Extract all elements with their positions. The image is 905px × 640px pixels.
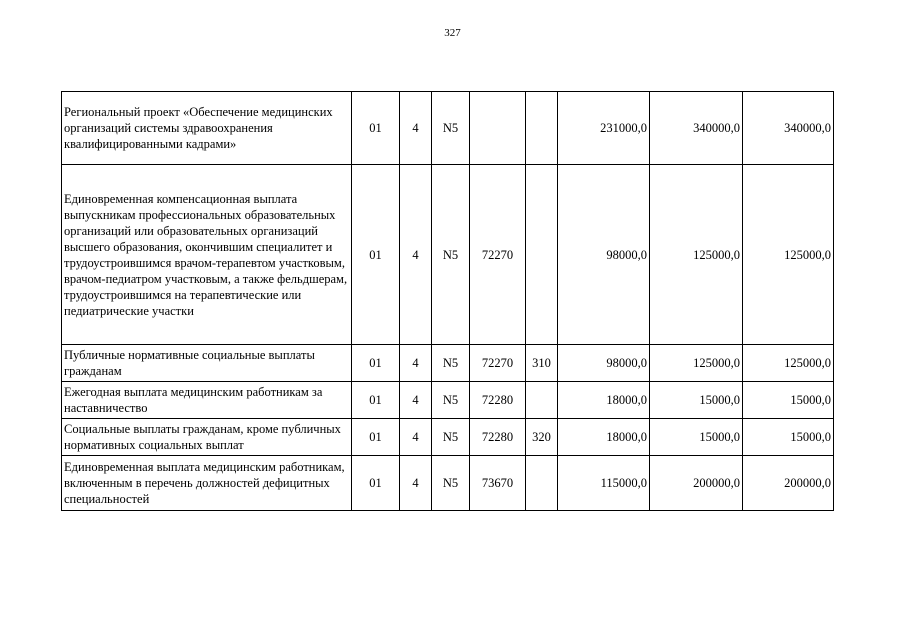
table-row <box>62 92 834 165</box>
amount-year-3: 15000,0 <box>743 419 834 456</box>
amount-year-1: 98000,0 <box>558 345 650 382</box>
budget-table <box>61 91 834 511</box>
amount-year-3: 340000,0 <box>743 92 834 165</box>
project-code: N5 <box>432 419 470 456</box>
subsection-code: 4 <box>400 165 432 345</box>
section-code: 01 <box>352 345 400 382</box>
table-row <box>62 165 834 345</box>
target-article-code: 72270 <box>470 345 526 382</box>
project-code: N5 <box>432 165 470 345</box>
section-code: 01 <box>352 456 400 511</box>
amount-year-2: 200000,0 <box>650 456 743 511</box>
target-article-code: 72280 <box>470 419 526 456</box>
row-name: Единовременная выплата медицинским работникам, включенным в перечень должностей дефицитных специальностей <box>62 456 352 511</box>
row-name: Публичные нормативные социальные выплаты гражданам <box>62 345 352 382</box>
expense-type-code: 310 <box>526 345 558 382</box>
project-code: N5 <box>432 456 470 511</box>
project-code: N5 <box>432 382 470 419</box>
table-row <box>62 456 834 511</box>
target-article-code <box>470 92 526 165</box>
section-code: 01 <box>352 92 400 165</box>
row-name: Социальные выплаты гражданам, кроме публичных нормативных социальных выплат <box>62 419 352 456</box>
page-number: 327 <box>444 27 461 39</box>
expense-type-code: 320 <box>526 419 558 456</box>
expense-type-code <box>526 456 558 511</box>
amount-year-1: 231000,0 <box>558 92 650 165</box>
amount-year-3: 125000,0 <box>743 345 834 382</box>
target-article-code: 72270 <box>470 165 526 345</box>
section-code: 01 <box>352 419 400 456</box>
amount-year-1: 18000,0 <box>558 382 650 419</box>
row-name: Региональный проект «Обеспечение медицинских организаций системы здравоохранения квалифицированными кадрами» <box>62 92 352 165</box>
expense-type-code <box>526 165 558 345</box>
project-code: N5 <box>432 345 470 382</box>
amount-year-3: 15000,0 <box>743 382 834 419</box>
subsection-code: 4 <box>400 382 432 419</box>
subsection-code: 4 <box>400 419 432 456</box>
amount-year-2: 15000,0 <box>650 419 743 456</box>
subsection-code: 4 <box>400 345 432 382</box>
amount-year-3: 125000,0 <box>743 165 834 345</box>
row-name: Ежегодная выплата медицинским работникам за наставничество <box>62 382 352 419</box>
target-article-code: 73670 <box>470 456 526 511</box>
subsection-code: 4 <box>400 456 432 511</box>
table-row <box>62 419 834 456</box>
project-code: N5 <box>432 92 470 165</box>
table-row <box>62 382 834 419</box>
section-code: 01 <box>352 382 400 419</box>
amount-year-3: 200000,0 <box>743 456 834 511</box>
amount-year-2: 15000,0 <box>650 382 743 419</box>
amount-year-2: 125000,0 <box>650 345 743 382</box>
expense-type-code <box>526 92 558 165</box>
target-article-code: 72280 <box>470 382 526 419</box>
amount-year-1: 98000,0 <box>558 165 650 345</box>
amount-year-2: 125000,0 <box>650 165 743 345</box>
section-code: 01 <box>352 165 400 345</box>
amount-year-1: 115000,0 <box>558 456 650 511</box>
amount-year-2: 340000,0 <box>650 92 743 165</box>
subsection-code: 4 <box>400 92 432 165</box>
amount-year-1: 18000,0 <box>558 419 650 456</box>
expense-type-code <box>526 382 558 419</box>
row-name: Единовременная компенсационная выплата выпускникам профессиональных образовательных организаций или образовательных организаций высшего образования, окончившим специалитет и трудоустроившимся врачом-терапевтом участковым, врачом-педиатром участковым, а также фельдшерам, трудоустроившимся на терапевтические или педиатрические участки <box>62 165 352 345</box>
table-row <box>62 345 834 382</box>
